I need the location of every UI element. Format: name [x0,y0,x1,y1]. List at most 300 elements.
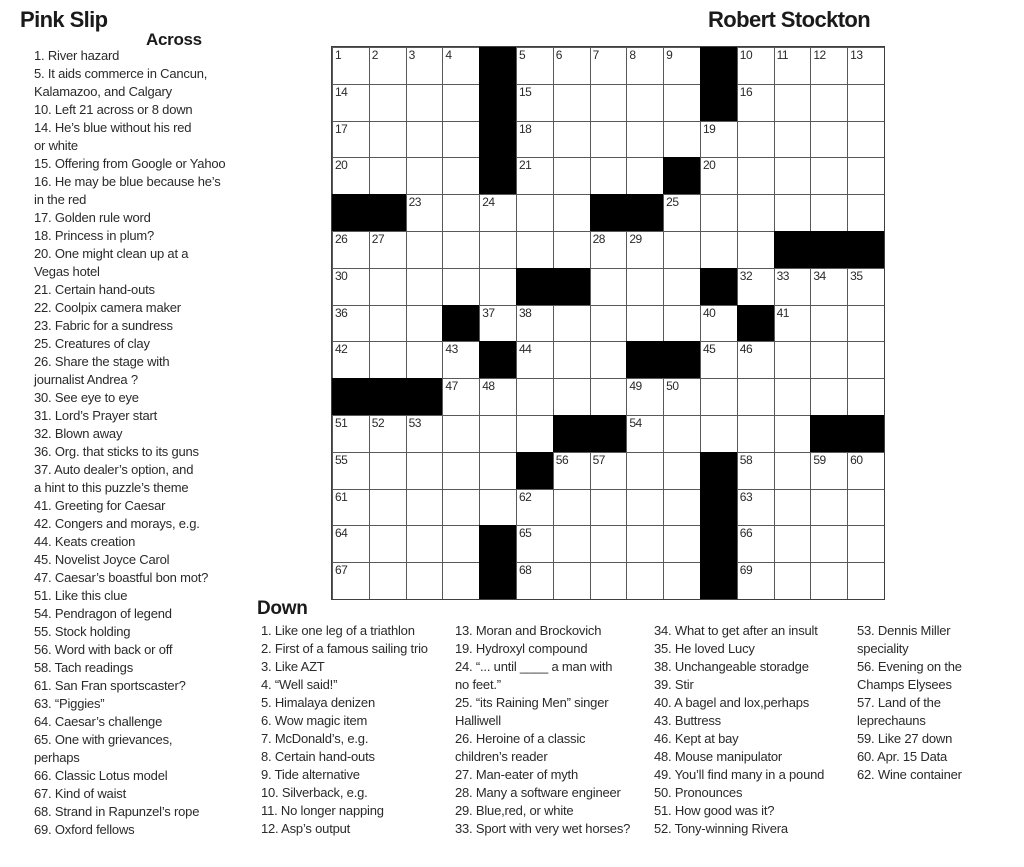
grid-cell[interactable] [847,194,884,231]
grid-cell[interactable] [332,489,369,526]
clue-line: 56. Evening on the [857,659,962,674]
grid-cell[interactable] [442,231,479,268]
grid-cell[interactable] [847,268,884,305]
grid-cell[interactable] [369,305,406,342]
grid-cell-black [369,378,406,415]
grid-cell[interactable] [442,121,479,158]
cell-number: 62 [518,489,532,504]
clue-line: 61. San Fran sportscaster? [34,678,186,693]
grid-cell[interactable] [479,378,516,415]
grid-cell[interactable] [369,415,406,452]
grid-cell[interactable] [442,341,479,378]
grid-cell[interactable] [516,121,553,158]
grid-cell[interactable] [774,341,811,378]
down-clue-column [857,622,962,784]
grid-cell[interactable] [442,489,479,526]
grid-cell[interactable] [406,305,443,342]
grid-cell[interactable] [590,84,627,121]
grid-cell[interactable] [774,489,811,526]
clue-line: 20. One might clean up at a [34,246,189,261]
grid-cell[interactable] [553,305,590,342]
grid-cell[interactable] [737,121,774,158]
grid-cell[interactable] [369,562,406,599]
cell-number: 53 [408,415,421,430]
grid-cell[interactable] [479,268,516,305]
clue-line: 63. “Piggies” [34,696,105,711]
grid-cell-black [700,525,737,562]
clue-line: 44. Keats creation [34,534,136,549]
grid-cell[interactable] [479,231,516,268]
grid-cell-black [332,194,369,231]
grid-cell[interactable] [553,121,590,158]
grid-cell[interactable] [774,562,811,599]
grid-cell[interactable] [590,157,627,194]
grid-cell[interactable] [626,489,663,526]
clue-line: 21. Certain hand-outs [34,282,155,297]
grid-cell[interactable] [663,231,700,268]
grid-cell[interactable] [700,157,737,194]
grid-cell[interactable] [406,157,443,194]
grid-cell[interactable] [590,231,627,268]
cell-number: 30 [335,268,348,283]
grid-cell[interactable] [516,562,553,599]
grid-cell[interactable] [369,525,406,562]
grid-cell[interactable] [516,341,553,378]
grid-cell[interactable] [847,305,884,342]
cell-number: 18 [518,121,532,136]
cell-number: 21 [518,158,532,173]
grid-cell[interactable] [442,378,479,415]
cell-number: 44 [518,342,532,357]
grid-cell[interactable] [663,525,700,562]
cell-number: 59 [813,452,826,467]
grid-cell[interactable] [737,194,774,231]
cell-number: 52 [371,415,385,430]
grid-cell[interactable] [553,84,590,121]
clue-line: 56. Word with back or off [34,642,173,657]
cell-number: 69 [739,563,753,578]
clue-line: 4. “Well said!” [261,677,338,692]
grid-cell-black [479,121,516,158]
grid-cell-black [479,84,516,121]
clue-line: 42. Congers and morays, e.g. [34,516,200,531]
grid-cell[interactable] [847,562,884,599]
grid-cell[interactable] [626,231,663,268]
clue-line: 9. Tide alternative [261,767,360,782]
grid-cell[interactable] [810,341,847,378]
grid-cell[interactable] [626,415,663,452]
grid-cell[interactable] [663,489,700,526]
grid-cell[interactable] [737,525,774,562]
grid-cell-black [847,415,884,452]
grid-cell[interactable] [553,489,590,526]
grid-cell[interactable] [553,525,590,562]
clue-line: perhaps [34,750,80,765]
cell-number: 54 [629,415,642,430]
grid-cell[interactable] [700,305,737,342]
clue-line: 50. Pronounces [654,785,743,800]
grid-cell[interactable] [774,194,811,231]
across-heading: Across [146,30,202,49]
cell-number: 43 [445,342,458,357]
grid-cell[interactable] [737,415,774,452]
clue-line: Halliwell [455,713,501,728]
down-clue-column [261,622,428,838]
grid-cell[interactable] [553,378,590,415]
cell-number: 50 [666,379,679,394]
grid-cell[interactable] [590,525,627,562]
cell-number: 47 [445,379,458,394]
grid-cell[interactable] [626,378,663,415]
grid-cell-black [626,341,663,378]
clue-line: 29. Blue,red, or white [455,803,574,818]
clue-line: 25. Creatures of clay [34,336,150,351]
grid-cell[interactable] [663,268,700,305]
grid-cell[interactable] [590,378,627,415]
grid-cell-black [369,194,406,231]
clue-line: 17. Golden rule word [34,210,151,225]
grid-cell[interactable] [847,378,884,415]
clue-line: 52. Tony-winning Rivera [654,821,788,836]
grid-cell[interactable] [516,194,553,231]
grid-cell[interactable] [479,452,516,489]
cell-number: 10 [739,48,753,62]
clue-line: 11. No longer napping [261,803,384,818]
grid-cell[interactable] [626,525,663,562]
grid-cell[interactable] [369,268,406,305]
grid-cell-black [700,84,737,121]
cell-number: 25 [666,195,679,210]
clue-line: 40. A bagel and lox,perhaps [654,695,810,710]
grid-cell[interactable] [737,84,774,121]
grid-cell[interactable] [406,268,443,305]
grid-cell[interactable] [810,489,847,526]
grid-cell[interactable] [553,231,590,268]
grid-cell[interactable] [406,452,443,489]
grid-cell[interactable] [700,341,737,378]
grid-cell[interactable] [626,562,663,599]
grid-cell[interactable] [553,194,590,231]
grid-cell[interactable] [442,452,479,489]
grid-cell[interactable] [332,47,369,84]
cell-number: 6 [555,48,562,62]
grid-cell-black [663,341,700,378]
grid-cell[interactable] [442,157,479,194]
grid-cell[interactable] [810,562,847,599]
grid-cell[interactable] [847,84,884,121]
grid-cell[interactable] [810,84,847,121]
clue-line: 46. Kept at bay [654,731,739,746]
grid-cell[interactable] [406,415,443,452]
clue-line: no feet.” [455,677,501,692]
grid-cell[interactable] [369,157,406,194]
clue-line: 16. He may be blue because he’s [34,174,221,189]
grid-cell[interactable] [516,489,553,526]
clue-line: 34. What to get after an insult [654,623,818,638]
grid-cell[interactable] [737,268,774,305]
grid-cell[interactable] [626,47,663,84]
cell-number: 20 [335,158,348,173]
grid-cell[interactable] [663,84,700,121]
grid-cell[interactable] [590,305,627,342]
grid-cell[interactable] [516,415,553,452]
grid-cell[interactable] [516,84,553,121]
grid-cell[interactable] [332,268,369,305]
grid-cell[interactable] [590,268,627,305]
grid-cell-black [479,157,516,194]
grid-cell[interactable] [737,47,774,84]
grid-cell[interactable] [663,452,700,489]
grid-cell[interactable] [442,84,479,121]
grid-cell[interactable] [442,562,479,599]
grid-cell[interactable] [590,562,627,599]
grid-cell[interactable] [369,231,406,268]
grid-cell[interactable] [516,525,553,562]
grid-cell[interactable] [406,194,443,231]
grid-cell-black [479,341,516,378]
grid-cell[interactable] [516,378,553,415]
grid-cell[interactable] [553,157,590,194]
grid-cell[interactable] [663,378,700,415]
grid-cell[interactable] [737,231,774,268]
clue-line: 65. One with grievances, [34,732,173,747]
grid-cell[interactable] [774,47,811,84]
grid-cell[interactable] [590,47,627,84]
grid-cell[interactable] [332,562,369,599]
grid-cell[interactable] [332,157,369,194]
grid-cell[interactable] [663,562,700,599]
cell-number: 1 [335,48,342,62]
grid-cell[interactable] [847,47,884,84]
cell-number: 24 [482,195,495,210]
grid-cell[interactable] [700,231,737,268]
grid-cell[interactable] [479,194,516,231]
grid-cell-black [442,305,479,342]
grid-cell[interactable] [700,415,737,452]
grid-cell[interactable] [847,525,884,562]
grid-cell[interactable] [553,452,590,489]
grid-cell[interactable] [442,525,479,562]
grid-cell-black [516,452,553,489]
grid-cell[interactable] [332,231,369,268]
clue-line: 26. Heroine of a classic [455,731,586,746]
clue-line: 25. “its Raining Men” singer [455,695,609,710]
grid-cell[interactable] [369,121,406,158]
cell-number: 55 [335,452,348,467]
grid-cell[interactable] [663,194,700,231]
grid-cell[interactable] [553,47,590,84]
puzzle-title: Pink Slip [20,7,108,32]
clue-line: 68. Strand in Rapunzel’s rope [34,804,200,819]
grid-cell[interactable] [406,525,443,562]
cell-number: 7 [592,48,599,62]
grid-cell[interactable] [406,489,443,526]
grid-cell[interactable] [406,84,443,121]
grid-cell[interactable] [369,341,406,378]
grid-cell[interactable] [774,415,811,452]
grid-cell[interactable] [442,415,479,452]
clue-line: 19. Hydroxyl compound [455,641,588,656]
cell-number: 65 [518,526,532,541]
grid-cell[interactable] [810,305,847,342]
clue-line: 64. Caesar’s challenge [34,714,163,729]
grid-cell[interactable] [774,121,811,158]
grid-cell[interactable] [663,121,700,158]
grid-cell[interactable] [810,157,847,194]
grid-cell[interactable] [810,121,847,158]
grid-cell[interactable] [516,157,553,194]
grid-cell[interactable] [737,378,774,415]
grid-cell[interactable] [442,194,479,231]
grid-cell[interactable] [663,415,700,452]
cell-number: 63 [739,489,753,504]
clue-line: Kalamazoo, and Calgary [34,84,172,99]
grid-cell[interactable] [369,452,406,489]
grid-cell[interactable] [479,489,516,526]
grid-cell[interactable] [626,157,663,194]
grid-cell[interactable] [516,305,553,342]
grid-cell[interactable] [700,194,737,231]
grid-cell[interactable] [774,157,811,194]
grid-cell[interactable] [553,341,590,378]
grid-cell[interactable] [590,452,627,489]
grid-cell[interactable] [810,268,847,305]
grid-cell[interactable] [700,121,737,158]
grid-cell[interactable] [626,452,663,489]
grid-cell[interactable] [774,378,811,415]
clue-line: 60. Apr. 15 Data [857,749,948,764]
clue-line: 55. Stock holding [34,624,131,639]
grid-cell-black [663,157,700,194]
grid-cell[interactable] [406,562,443,599]
grid-cell[interactable] [590,489,627,526]
grid-cell-black [626,194,663,231]
clue-line: 3. Like AZT [261,659,325,674]
clue-line: 13. Moran and Brockovich [455,623,602,638]
grid-cell[interactable] [847,341,884,378]
grid-cell-black [700,268,737,305]
grid-cell[interactable] [516,47,553,84]
clue-line: 57. Land of the [857,695,941,710]
grid-cell[interactable] [626,84,663,121]
grid-cell[interactable] [332,525,369,562]
cell-number: 58 [739,452,753,467]
grid-cell-black [332,378,369,415]
grid-cell[interactable] [737,562,774,599]
grid-cell[interactable] [553,562,590,599]
grid-cell[interactable] [332,415,369,452]
clue-line: 12. Asp’s output [261,821,351,836]
grid-cell[interactable] [516,231,553,268]
cell-number: 67 [335,563,348,578]
grid-cell-black [590,415,627,452]
grid-cell[interactable] [442,268,479,305]
grid-cell[interactable] [774,84,811,121]
grid-cell[interactable] [479,415,516,452]
grid-cell[interactable] [737,157,774,194]
grid-cell[interactable] [406,341,443,378]
cell-number: 60 [850,452,863,467]
cell-number: 36 [335,305,348,320]
grid-cell[interactable] [810,194,847,231]
grid-cell[interactable] [810,47,847,84]
grid-cell[interactable] [369,489,406,526]
clue-line: 47. Caesar’s boastful bon mot? [34,570,209,585]
grid-cell[interactable] [406,121,443,158]
clue-line: 39. Stir [654,677,694,692]
grid-cell[interactable] [626,305,663,342]
grid-cell[interactable] [774,525,811,562]
clue-line: 49. You’ll find many in a pound [654,767,825,782]
cell-number: 27 [371,231,385,246]
grid-cell[interactable] [406,231,443,268]
clue-line: journalist Andrea ? [34,372,138,387]
grid-cell[interactable] [626,121,663,158]
grid-cell[interactable] [626,268,663,305]
grid-cell[interactable] [810,525,847,562]
grid-cell[interactable] [847,489,884,526]
grid-cell[interactable] [479,305,516,342]
cell-number: 19 [702,121,716,136]
grid-cell[interactable] [774,452,811,489]
cell-number: 8 [629,48,636,62]
cell-number: 45 [702,342,716,357]
grid-cell[interactable] [442,47,479,84]
grid-cell[interactable] [332,341,369,378]
grid-cell-black [516,268,553,305]
grid-cell[interactable] [810,452,847,489]
grid-cell[interactable] [332,305,369,342]
cell-number: 49 [629,379,642,394]
clue-line: 5. It aids commerce in Cancun, [34,66,208,81]
grid-cell-black [810,231,847,268]
cell-number: 9 [666,48,673,62]
grid-cell[interactable] [774,305,811,342]
grid-cell[interactable] [590,341,627,378]
grid-cell[interactable] [332,84,369,121]
grid-cell[interactable] [847,157,884,194]
cell-number: 16 [739,84,753,99]
grid-cell[interactable] [369,84,406,121]
grid-cell[interactable] [663,47,700,84]
clue-line: 59. Like 27 down [857,731,953,746]
grid-cell[interactable] [332,121,369,158]
grid-cell[interactable] [700,378,737,415]
clue-line: Vegas hotel [34,264,100,279]
clue-line: 51. How good was it? [654,803,775,818]
grid-cell[interactable] [406,47,443,84]
grid-cell[interactable] [847,121,884,158]
grid-cell[interactable] [737,452,774,489]
clue-line: speciality [857,641,909,656]
grid-cell[interactable] [737,489,774,526]
clue-line: 66. Classic Lotus model [34,768,168,783]
grid-cell[interactable] [847,452,884,489]
cell-number: 26 [335,231,348,246]
grid-cell[interactable] [332,452,369,489]
cell-number: 29 [629,231,642,246]
grid-cell[interactable] [590,121,627,158]
grid-cell[interactable] [774,268,811,305]
clue-line: 35. He loved Lucy [654,641,755,656]
grid-cell[interactable] [737,341,774,378]
grid-cell[interactable] [369,47,406,84]
grid-cell[interactable] [663,305,700,342]
cell-number: 40 [702,305,716,320]
clue-line: 33. Sport with very wet horses? [455,821,631,836]
clue-line: 27. Man-eater of myth [455,767,578,782]
grid-cell[interactable] [810,378,847,415]
